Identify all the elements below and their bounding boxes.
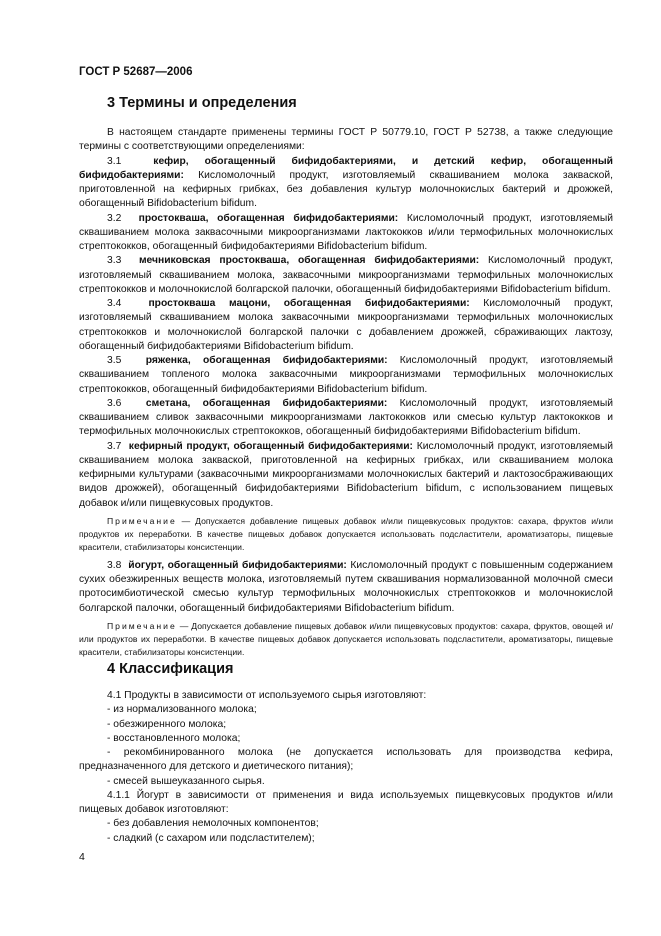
term-item xyxy=(79,354,613,397)
list-item: - из нормализованного молока; xyxy=(107,704,257,716)
term-item xyxy=(79,397,613,440)
term-item xyxy=(79,440,613,511)
term-name: простокваша, обогащенная бифидобактериями: xyxy=(138,212,399,224)
term-definition: Кисломолочный продукт, изготовляемый сквашиванием молока заквасочными микроорганизмами лактококков и/или термофильных молочнокислых стрептококков, обогащенный бифидобактериями Bifidobacterium bifidum. xyxy=(79,212,613,252)
term-definition: Кисломолочный продукт, изготовляемый сквашиванием сливок заквасочными микроорганизмами лактококков или смесью культур лактококков и термофильных молочнокислых стрептококков, обогащенный бифидобактериями Bifidobacterium bifidum. xyxy=(79,397,613,438)
term-definition: Кисломолочный продукт, изготовляемый сквашиванием молока закваской, приготовленной на кефирных грибках, или сквашиванием молока кефирными культурами (заквасочными микроорганизмами молочнокислых бактерий и лактозосбраживающих видов дрожжей), обогащенный бифидобактериями Bifidobacterium bifidum, с использованием пищевых добавок и/или пищевкусовых продуктов. xyxy=(79,440,613,509)
term-number: 3.3 xyxy=(107,255,122,267)
list-item: - восстановленного молока; xyxy=(107,732,241,744)
note-1 xyxy=(79,515,613,554)
section-4-title: 4 Классификация xyxy=(107,661,234,677)
term-number: 3.6 xyxy=(107,397,122,409)
section-3-body xyxy=(79,126,613,664)
terms-list xyxy=(79,155,613,511)
section-4-body xyxy=(79,689,613,846)
para-4-1-1: 4.1.1 Йогурт в зависимости от применения и вида используемых пищевкусовых продуктов и/или пищевых добавок изготовляют: xyxy=(79,789,613,815)
section-3-intro: В настоящем стандарте применены термины ГОСТ Р 50779.10, ГОСТ Р 52738, а также следующие термины с соответствующими определениями: xyxy=(79,127,613,153)
list-item: - обезжиренного молока; xyxy=(107,718,227,730)
section-3-title: 3 Термины и определения xyxy=(107,95,297,111)
term-definition: Кисломолочный продукт, изготовляемый сквашиванием молока закваской, приготовленной на кефирных грибках, без добавления культур молочнокислых бактерий и дрожжей, обогащенный Bifidobacterium bifidum. xyxy=(79,169,613,210)
term-definition: Кисломолочный продукт, изготовляемый сквашиванием топленого молока заквасочными микроорганизмами термофильных молочнокислых стрептококков, обогащенный бифидобактериями Bifidobacterium bifidum. xyxy=(79,355,613,395)
yogurt-types-list xyxy=(79,817,613,846)
term-name: простокваша мацони, обогащенная бифидобактериями: xyxy=(148,298,470,309)
term-name: кефирный продукт, обогащенный бифидобактериями: xyxy=(128,440,413,452)
term-number: 3.7 xyxy=(107,440,122,452)
term-item xyxy=(79,297,613,354)
list-item: - рекомбинированного молока (не допускается использовать для производства кефира, предназначенного для детского и диетического питания); xyxy=(79,747,613,773)
term-name: йогурт, обогащенный бифидобактериями: xyxy=(128,559,347,571)
document-header: ГОСТ Р 52687—2006 xyxy=(79,66,193,78)
note-1-label: Примечание xyxy=(107,515,177,526)
term-number: 3.1 xyxy=(107,155,122,167)
term-name: кефир, обогащенный бифидобактериями, и детский кефир, обогащенный бифидобактериями: xyxy=(79,155,613,181)
page-number: 4 xyxy=(79,851,85,863)
para-4-1: 4.1 Продукты в зависимости от используемого сырья изготовляют: xyxy=(107,690,427,701)
note-1-text: — Допускается добавление пищевых добавок и/или пищевкусовых продуктов: сахара, фруктов и/или продуктов их переработки. В качестве пищевых добавок допускается использовать подсластители, ароматизаторы, пищевые красители, стабилизаторы консистенции. xyxy=(79,515,613,552)
term-definition: Кисломолочный продукт с повышенным содержанием сухих обезжиренных веществ молока, изготовляемый путем сквашивания нормализованной молочной смеси протосимбиотической смесью культур термофильных молочнокислых стрептококков и молочнокислой болгарской палочки, обогащенный бифидобактериями Bifidobacterium bifidum. xyxy=(79,559,613,614)
list-item: - сладкий (с сахаром или подсластителем); xyxy=(107,832,315,844)
note-2-label: Примечание xyxy=(107,620,177,631)
term-item xyxy=(79,254,613,297)
term-number: 3.4 xyxy=(107,298,122,309)
term-number: 3.5 xyxy=(107,355,122,366)
note-2 xyxy=(79,620,613,659)
list-item: - без добавления немолочных компонентов; xyxy=(107,818,319,830)
term-number: 3.2 xyxy=(107,212,122,224)
term-name: сметана, обогащенная бифидобактериями: xyxy=(145,397,388,409)
list-item: - смесей вышеуказанного сырья. xyxy=(107,775,265,787)
term-definition: Кисломолочный продукт, изготовляемый сквашиванием молока, заквасочными микроорганизмами термофильных молочнокислых стрептококков и молочнокислой болгарской палочки, обогащенный бифидобактериями Bifidobacterium bifidum. xyxy=(79,255,613,295)
term-name: ряженка, обогащенная бифидобактериями: xyxy=(145,355,388,366)
term-definition: Кисломолочный продукт, изготовляемый сквашиванием молока заквасочными микроорганизмами термофильных молочнокислых стрептококков и молочнокислой болгарской палочки с добавлением дрожжей, сбраживающих лактозу, обогащенный бифидобактериями Bifidobacterium bifidum. xyxy=(79,298,613,352)
term-item xyxy=(79,155,613,212)
term-3-8 xyxy=(79,559,613,616)
term-item xyxy=(79,212,613,255)
term-number: 3.8 xyxy=(107,559,122,571)
note-2-text: — Допускается добавление пищевых добавок и/или пищевкусовых продуктов: сахара, фруктов, овощей и/или продуктов их переработки. В качестве пищевых добавок допускается использовать подсластители, ароматизаторы, пищевые красители, стабилизаторы консистенции. xyxy=(79,620,613,657)
raw-material-list xyxy=(79,703,613,789)
term-name: мечниковская простокваша, обогащенная бифидобактериями: xyxy=(138,255,480,267)
